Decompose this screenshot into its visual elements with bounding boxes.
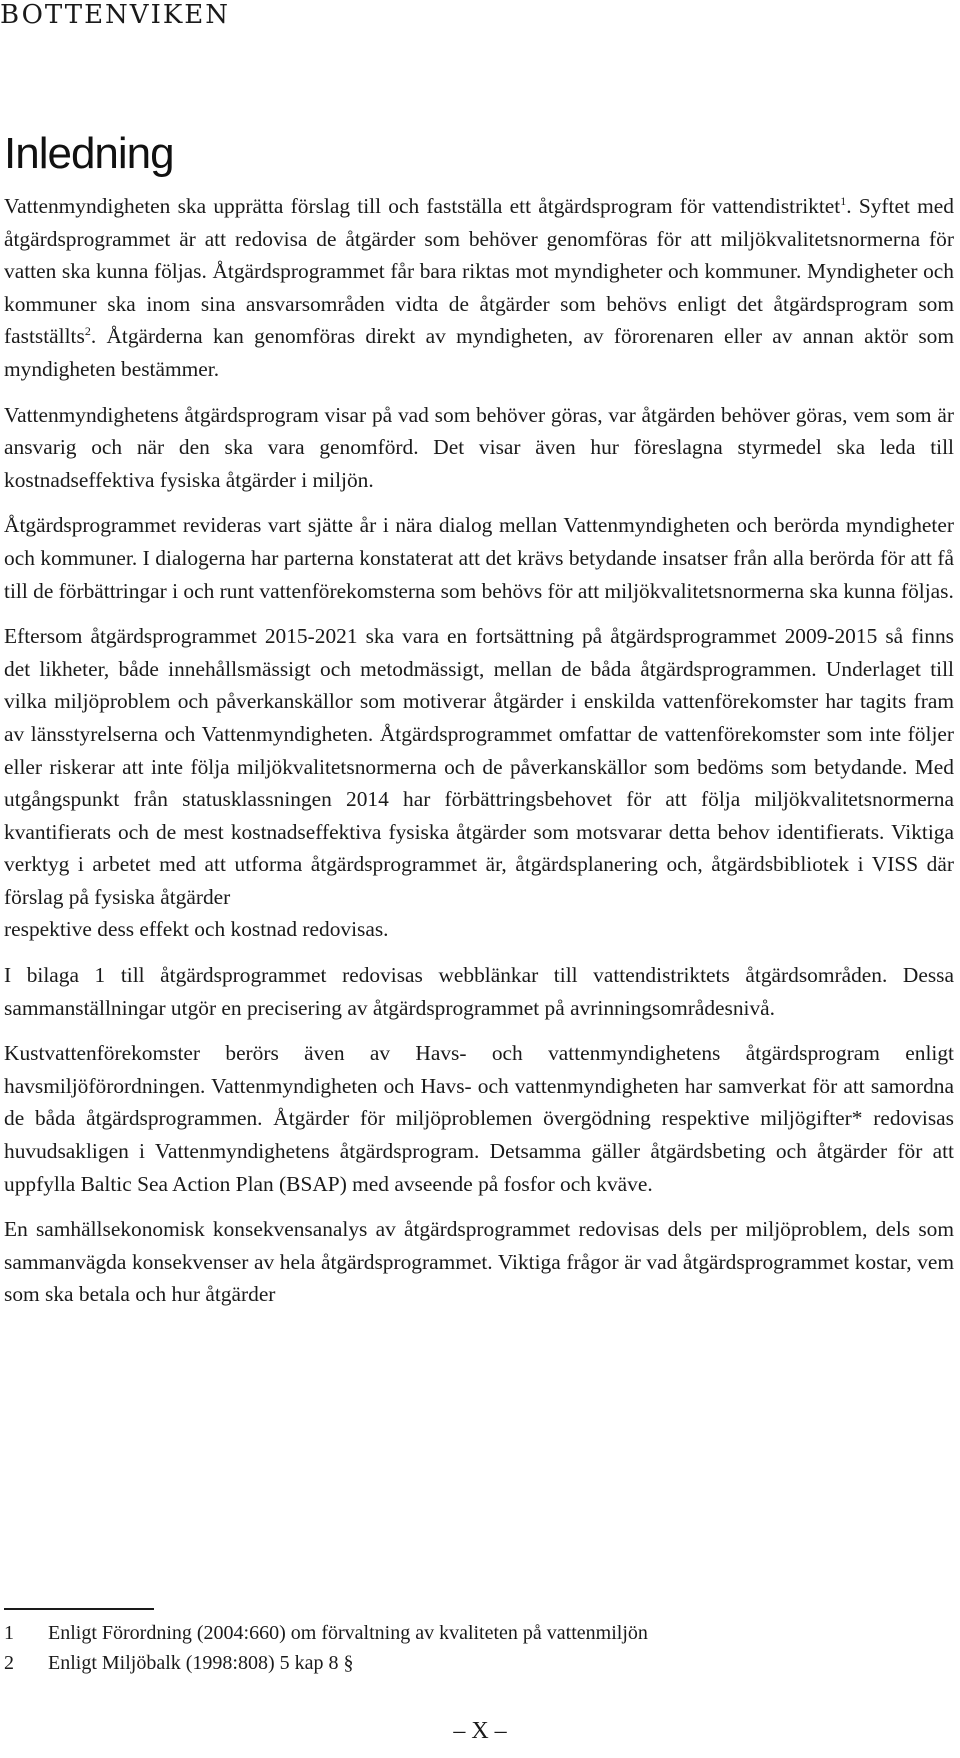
footnotes — [4, 1618, 944, 1678]
paragraph-5: I bilaga 1 till åtgärdsprogrammet redovisas webblänkar till vattendistriktets åtgärdsområden. Dessa sammanställningar utgör en precisering av åtgärdsprogrammet på avrinningsområdesnivå. — [4, 963, 954, 1020]
footnote-2-text: Enligt Miljöbalk (1998:808) 5 kap 8 § — [48, 1652, 354, 1674]
paragraph-4 — [4, 620, 954, 946]
footnote-1-number: 1 — [4, 1622, 14, 1644]
footnote-ref-1[interactable]: 1 — [840, 194, 847, 208]
paragraph-4-part-1: Eftersom åtgärdsprogrammet 2015-2021 ska vara en fortsättning på åtgärdsprogrammet 2009-2015 så finns det likheter, både innehållsmässigt och metodmässigt, mellan de båda åtgärdsprogrammen. Underlaget till vilka miljöproblem och påverkanskällor som motiverar åtgärder i enskilda vattenförekomster har tagits fram av länsstyrelserna och Vattenmyndigheten. Åtgärdsprogrammet omfattar de vattenförekomster som inte följer eller riskerar att inte följa miljökvalitetsnormerna och de påverkanskällor som bedöms som betydande. Med utgångspunkt från statusklassningen 2014 har förbättringsbehovet för att följa miljökvalitetsnormerna kvantifierats och de mest kostnadseffektiva fysiska åtgärder som motsvarar detta behov identifierats. Viktiga verktyg i arbetet med att utforma åtgärdsprogrammet är, åtgärdsplanering och, åtgärdsbibliotek i VISS där förslag på fysiska åtgärder — [4, 624, 954, 909]
section-heading: Inledning — [4, 129, 174, 178]
paragraph-1-part-2: . Syftet med åtgärdsprogrammet är att redovisa de åtgärder som behöver genomföras för att miljökvalitetsnormerna för vatten ska kunna följas. Åtgärdsprogrammet får bara riktas mot myndigheter och kommuner. Myndigheter och kommuner ska inom sina ansvarsområden vidta de åtgärder som behövs enligt det åtgärdsprogram som fastställts — [4, 194, 954, 349]
body-text — [4, 190, 954, 1324]
page-number: – X – — [453, 1718, 507, 1744]
paragraph-2: Vattenmyndighetens åtgärdsprogram visar på vad som behöver göras, var åtgärden behöver göras, vem som är ansvarig och när den ska vara genomförd. Det visar även hur föreslagna styrmedel ska leda till kostnadseffektiva fysiska åtgärder i miljön. — [4, 402, 954, 492]
paragraph-1-part-3: . Åtgärderna kan genomföras direkt av myndigheten, av förorenaren eller av annan aktör som myndigheten bestämmer. — [4, 324, 954, 381]
footnote-2 — [4, 1648, 944, 1678]
footnote-divider — [4, 1608, 154, 1610]
running-header: BOTTENVIKEN — [0, 0, 230, 30]
paragraph-1 — [4, 190, 954, 386]
footnote-1 — [4, 1618, 944, 1648]
paragraph-1-part-1: Vattenmyndigheten ska upprätta förslag till och fastställa ett åtgärdsprogram för vattendistriktet — [4, 194, 841, 218]
paragraph-6: Kustvattenförekomster berörs även av Havs- och vattenmyndighetens åtgärdsprogram enligt havsmiljöförordningen. Vattenmyndigheten och Havs- och vattenmyndigheten har samverkat för att samordna de båda åtgärdsprogrammen. Åtgärder för miljöproblemen övergödning respektive miljögifter* redovisas huvudsakligen i Vattenmyndighetens åtgärdsprogram. Detsamma gäller åtgärdsbeting och åtgärder för att uppfylla Baltic Sea Action Plan (BSAP) med avseende på fosfor och kväve. — [4, 1041, 954, 1196]
paragraph-3: Åtgärdsprogrammet revideras vart sjätte år i nära dialog mellan Vattenmyndigheten och berörda myndigheter och kommuner. I dialogerna har parterna konstaterat att det krävs betydande insatser från alla berörda för att få till de förbättringar i och runt vattenförekomsterna som behövs för att miljökvalitetsnormerna ska kunna följas. — [4, 513, 954, 603]
footnote-2-number: 2 — [4, 1652, 14, 1674]
paragraph-4-part-2: respektive dess effekt och kostnad redovisas. — [4, 917, 389, 942]
footnote-ref-2[interactable]: 2 — [84, 324, 91, 339]
paragraph-7: En samhällsekonomisk konsekvensanalys av åtgärdsprogrammet redovisas dels per miljöproblem, dels som sammanvägda konsekvenser av hela åtgärdsprogrammet. Viktiga frågor är vad åtgärdsprogrammet kostar, vem som ska betala och hur åtgärder — [4, 1217, 954, 1307]
footnote-1-text: Enligt Förordning (2004:660) om förvaltning av kvaliteten på vattenmiljön — [48, 1622, 648, 1644]
